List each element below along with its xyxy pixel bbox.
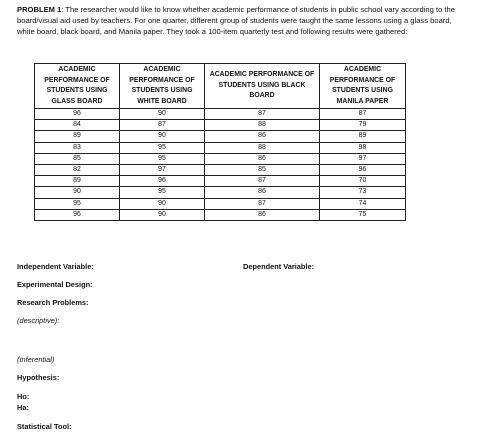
table-cell: 87 <box>120 120 205 131</box>
table-row <box>35 164 406 175</box>
table-cell: 90 <box>120 131 205 142</box>
table-cell: 89 <box>320 131 406 142</box>
table-cell: 86 <box>205 153 320 164</box>
table-header-row <box>35 64 406 109</box>
table-row <box>35 187 406 198</box>
table-cell: 95 <box>120 153 205 164</box>
header-manila-paper: ACADEMIC PERFORMANCE OF STUDENTS USING MANILA PAPER <box>320 64 406 109</box>
header-white-board: ACADEMIC PERFORMANCE OF STUDENTS USING WHITE BOARD <box>120 64 205 109</box>
table-cell: 89 <box>35 131 120 142</box>
table-cell: 97 <box>320 153 406 164</box>
table-cell: 85 <box>205 164 320 175</box>
results-table <box>34 63 406 221</box>
statistical-tool-label: Statistical Tool: <box>17 422 72 431</box>
table-cell: 87 <box>205 176 320 187</box>
table-cell: 87 <box>205 198 320 209</box>
table-cell: 95 <box>35 198 120 209</box>
table-cell: 98 <box>320 142 406 153</box>
header-black-board: ACADEMIC PERFORMANCE OF STUDENTS USING BLACK BOARD <box>205 64 320 109</box>
table-cell: 88 <box>205 120 320 131</box>
table-cell: 87 <box>205 109 320 120</box>
table-cell: 86 <box>205 131 320 142</box>
table-cell: 84 <box>35 120 120 131</box>
experimental-design-label: Experimental Design: <box>17 280 93 289</box>
table-cell: 85 <box>35 153 120 164</box>
table-cell: 82 <box>35 164 120 175</box>
table-row <box>35 120 406 131</box>
table-cell: 90 <box>120 209 205 220</box>
table-cell: 90 <box>120 109 205 120</box>
problem-heading: PROBLEM 1 <box>17 5 62 14</box>
dependent-variable-label: Dependent Variable: <box>243 262 315 271</box>
table-cell: 96 <box>35 209 120 220</box>
table-cell: 86 <box>205 187 320 198</box>
ho-label: Ho: <box>17 392 30 401</box>
descriptive-label: (descriptive): <box>17 316 60 325</box>
table-cell: 88 <box>205 142 320 153</box>
table-cell: 96 <box>320 164 406 175</box>
table-cell: 96 <box>120 176 205 187</box>
table-row <box>35 131 406 142</box>
table-row <box>35 142 406 153</box>
table-cell: 86 <box>205 209 320 220</box>
research-problems-label: Research Problems: <box>17 298 89 307</box>
table-cell: 83 <box>35 142 120 153</box>
table-cell: 96 <box>35 109 120 120</box>
table-row <box>35 209 406 220</box>
table-row <box>35 176 406 187</box>
header-glass-board: ACADEMIC PERFORMANCE OF STUDENTS USING GLASS BOARD <box>35 64 120 109</box>
table-row <box>35 109 406 120</box>
table-row <box>35 198 406 209</box>
table-cell: 89 <box>35 176 120 187</box>
table-cell: 79 <box>320 120 406 131</box>
table-cell: 90 <box>35 187 120 198</box>
table-cell: 95 <box>120 187 205 198</box>
table-cell: 87 <box>320 109 406 120</box>
hypothesis-label: Hypothesis: <box>17 373 60 382</box>
problem-text: : The researcher would like to know whether academic performance of students in public school vary according to the board/visual aid used by teachers. For one quarter, different group of students were taught the same lessons using a glass board, white board, black board, and Manila paper. They took a 100-item quarterly test and following results were gathered: <box>17 5 455 36</box>
table-cell: 97 <box>120 164 205 175</box>
inferential-label: (Inferential) <box>17 355 55 364</box>
independent-variable-label: Independent Variable: <box>17 262 94 271</box>
problem-statement <box>17 5 469 37</box>
table-cell: 75 <box>320 209 406 220</box>
table-cell: 90 <box>120 198 205 209</box>
table-cell: 95 <box>120 142 205 153</box>
table-cell: 74 <box>320 198 406 209</box>
table-cell: 73 <box>320 187 406 198</box>
table-row <box>35 153 406 164</box>
table-cell: 70 <box>320 176 406 187</box>
ha-label: Ha: <box>17 403 29 412</box>
